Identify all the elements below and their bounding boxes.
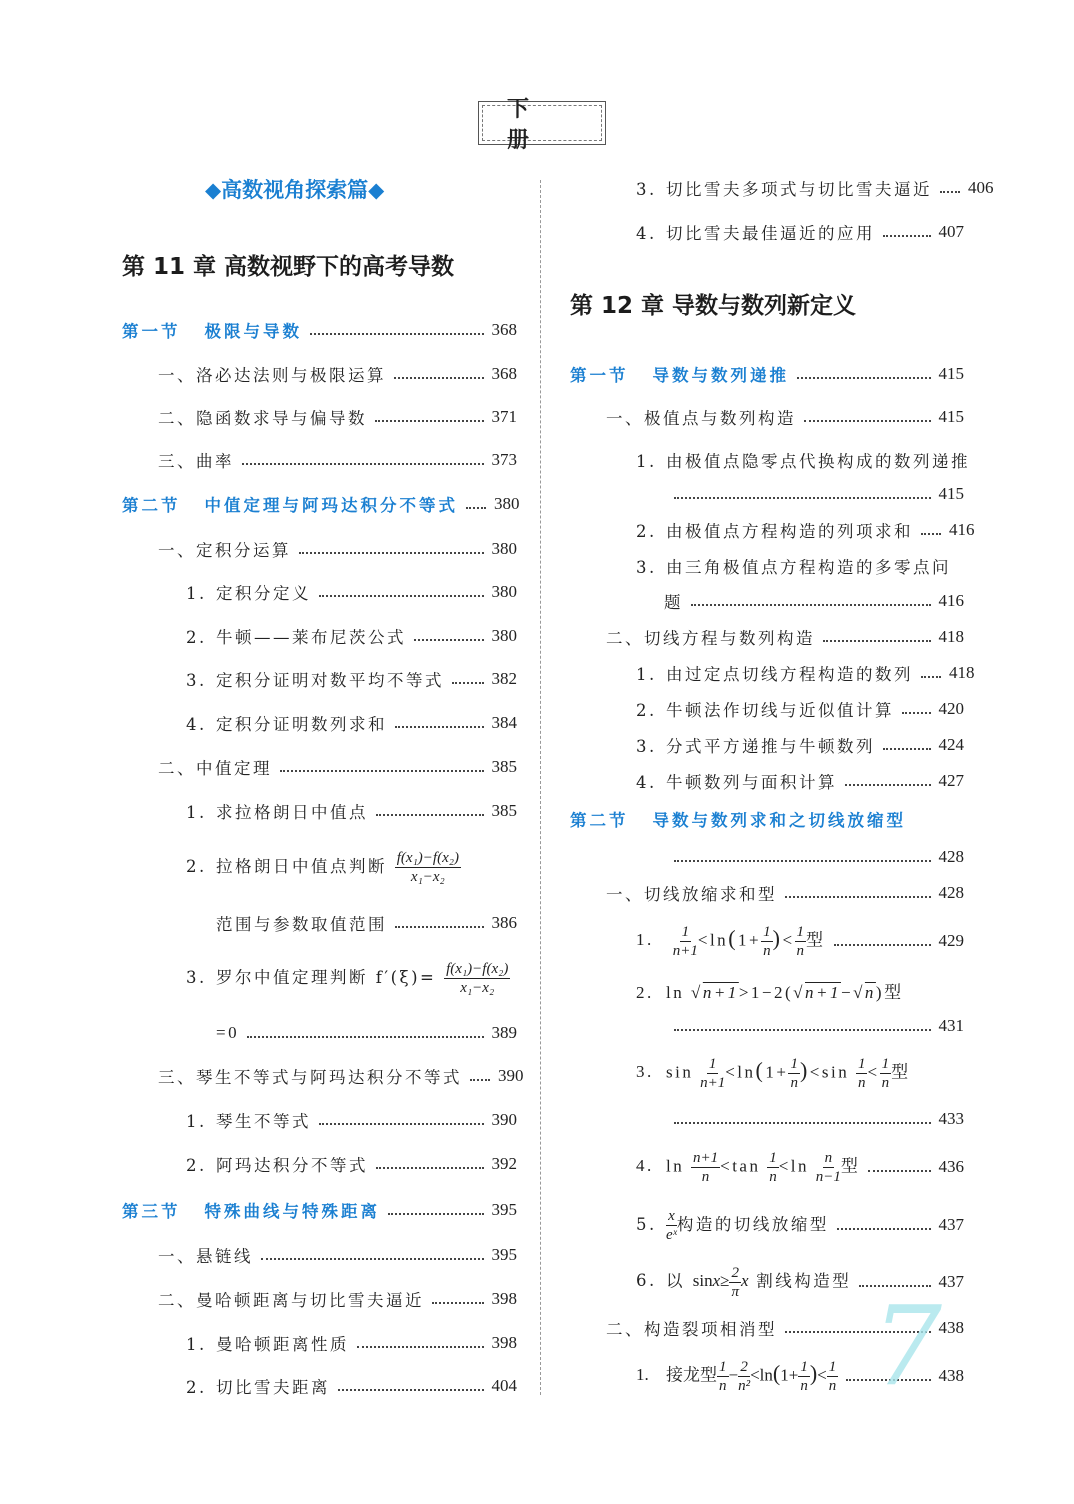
toc-entry[interactable]: 4. 切比雪夫最佳逼近的应用 407	[636, 222, 964, 243]
chapter-11-title: 第 11 章 高数视野下的高考导数	[122, 254, 455, 280]
toc-entry-continued[interactable]: =0 389	[216, 1023, 517, 1042]
toc-entry[interactable]: 三、琴生不等式与阿玛达积分不等式 390	[158, 1066, 524, 1087]
fraction: $\frac{\text{f(x₁)−f(x₂)}}{\text{x₁−x₂}}$	[396, 849, 459, 885]
toc-entry[interactable]: 1. 求拉格朗日中值点 385	[186, 801, 517, 822]
toc-entry-continued[interactable]: 范围与参数取值范围 386	[216, 913, 517, 934]
toc-entry[interactable]: 2. ln √n+1>1−2(√n+1−√n)型	[636, 982, 904, 1002]
toc-entry[interactable]: 4. 牛顿数列与面积计算 427	[636, 771, 964, 792]
part-title: ◆高数视角探索篇◆	[205, 178, 385, 202]
toc-entry[interactable]: 一、极值点与数列构造 415	[606, 407, 964, 428]
toc-entry[interactable]: 2. 由极值点方程构造的列项求和 416	[636, 520, 975, 541]
toc-entry-continued[interactable]: 428	[664, 845, 964, 869]
toc-entry-continued[interactable]: 415	[664, 482, 964, 506]
toc-entry[interactable]: 6. 以 sinx≥ $\frac{2}{\pi}$ x 割线构造型 437	[636, 1264, 964, 1300]
toc-entry[interactable]: 三、曲率 373	[158, 450, 517, 471]
toc-section-12-2[interactable]: 第二节 导数与数列求和之切线放缩型	[570, 811, 906, 830]
fraction: $\frac{\text{f(x₁)−f(x₂)}}{\text{x₁−x₂}}$	[446, 960, 509, 996]
toc-entry[interactable]: 1. 由极值点隐零点代换构成的数列递推	[636, 452, 970, 471]
toc-entry[interactable]: 3. 由三角极值点方程构造的多零点问	[636, 558, 951, 577]
toc-entry[interactable]: 3. 分式平方递推与牛顿数列 424	[636, 735, 964, 756]
chapter-12-title: 第 12 章 导数与数列新定义	[570, 293, 857, 319]
toc-entry[interactable]: 1. 曼哈顿距离性质 398	[186, 1333, 517, 1354]
toc-entry[interactable]: 3. 罗尔中值定理判断 f′(ξ)= $\frac{\text{f(x₁)−f(x₂)}}{\text{x₁−x₂}}$	[186, 960, 509, 996]
toc-entry[interactable]: 1. 琴生不等式 390	[186, 1110, 517, 1131]
toc-entry[interactable]: 二、隐函数求导与偏导数 371	[158, 407, 517, 428]
toc-entry[interactable]: 3. 切比雪夫多项式与切比雪夫逼近 406	[636, 178, 994, 199]
column-divider	[540, 180, 541, 1395]
toc-entry[interactable]: 3. 定积分证明对数平均不等式 382	[186, 669, 517, 690]
toc-entry-continued[interactable]: 433	[664, 1107, 964, 1131]
toc-entry[interactable]: 1. 定积分定义 380	[186, 582, 517, 603]
toc-entry[interactable]: 2. 牛顿法作切线与近似值计算 420	[636, 699, 964, 720]
toc-entry[interactable]: 一、切线放缩求和型 428	[606, 883, 964, 904]
toc-entry[interactable]: 1. 接龙型 $\frac{1}{n}$ − $\frac{2}{\text{n²}}$ <ln(1+ $\frac{1}{n}$ )< $\frac{1}{n}$ 438	[636, 1358, 964, 1394]
toc-entry[interactable]: 2. 阿玛达积分不等式 392	[186, 1154, 517, 1175]
toc-entry[interactable]: 4. ln $\frac{n+1}{n}$ <tan $\frac{1}{n}$ <ln $\frac{n}{n-1}$ 型 436	[636, 1149, 964, 1185]
toc-section-11-2[interactable]: 第二节 中值定理与阿玛达积分不等式 380	[122, 494, 520, 515]
toc-entry[interactable]: 3. sin $\frac{1}{n+1}$ <ln(1+ $\frac{1}{n}$ )<sin $\frac{1}{n}$ < $\frac{1}{n}$ 型	[636, 1055, 911, 1091]
toc-entry-continued[interactable]: 题 416	[664, 591, 964, 612]
toc-entry[interactable]: 二、曼哈顿距离与切比雪夫逼近 398	[158, 1289, 517, 1310]
toc-entry[interactable]: 4. 定积分证明数列求和 384	[186, 713, 517, 734]
toc-section-11-3[interactable]: 第三节 特殊曲线与特殊距离 395	[122, 1200, 517, 1221]
toc-section-12-1[interactable]: 第一节 导数与数列递推 415	[570, 364, 964, 385]
toc-entry[interactable]: 5. $\frac{x}{\text{eˣ}}$ 构造的切线放缩型 437	[636, 1207, 964, 1243]
toc-entry[interactable]: 1. $\frac{1}{n+1}$ <ln(1+ $\frac{1}{n}$ )< $\frac{1}{n}$ 型 429	[636, 923, 964, 959]
toc-entry[interactable]: 2. 切比雪夫距离 404	[186, 1376, 517, 1397]
page-number-watermark: 7	[872, 1282, 942, 1410]
toc-entry[interactable]: 一、洛必达法则与极限运算 368	[158, 364, 517, 385]
toc-entry[interactable]: 2. 牛顿——莱布尼茨公式 380	[186, 626, 517, 647]
volume-label-box	[478, 97, 606, 153]
toc-entry[interactable]: 1. 由过定点切线方程构造的数列 418	[636, 663, 975, 684]
volume-label: 下 册	[482, 105, 602, 141]
toc-entry[interactable]: 二、构造裂项相消型 438	[606, 1318, 964, 1339]
toc-entry[interactable]: 一、定积分运算 380	[158, 539, 517, 560]
toc-entry[interactable]: 一、悬链线 395	[158, 1245, 517, 1266]
toc-section-11-1[interactable]: 第一节 极限与导数 368	[122, 320, 517, 341]
toc-entry-continued[interactable]: 431	[664, 1014, 964, 1038]
toc-entry[interactable]: 二、切线方程与数列构造 418	[606, 627, 964, 648]
toc-entry[interactable]: 2. 拉格朗日中值点判断 $\frac{\text{f(x₁)−f(x₂)}}{\text{x₁−x₂}}$	[186, 849, 459, 885]
toc-entry[interactable]: 二、中值定理 385	[158, 757, 517, 778]
